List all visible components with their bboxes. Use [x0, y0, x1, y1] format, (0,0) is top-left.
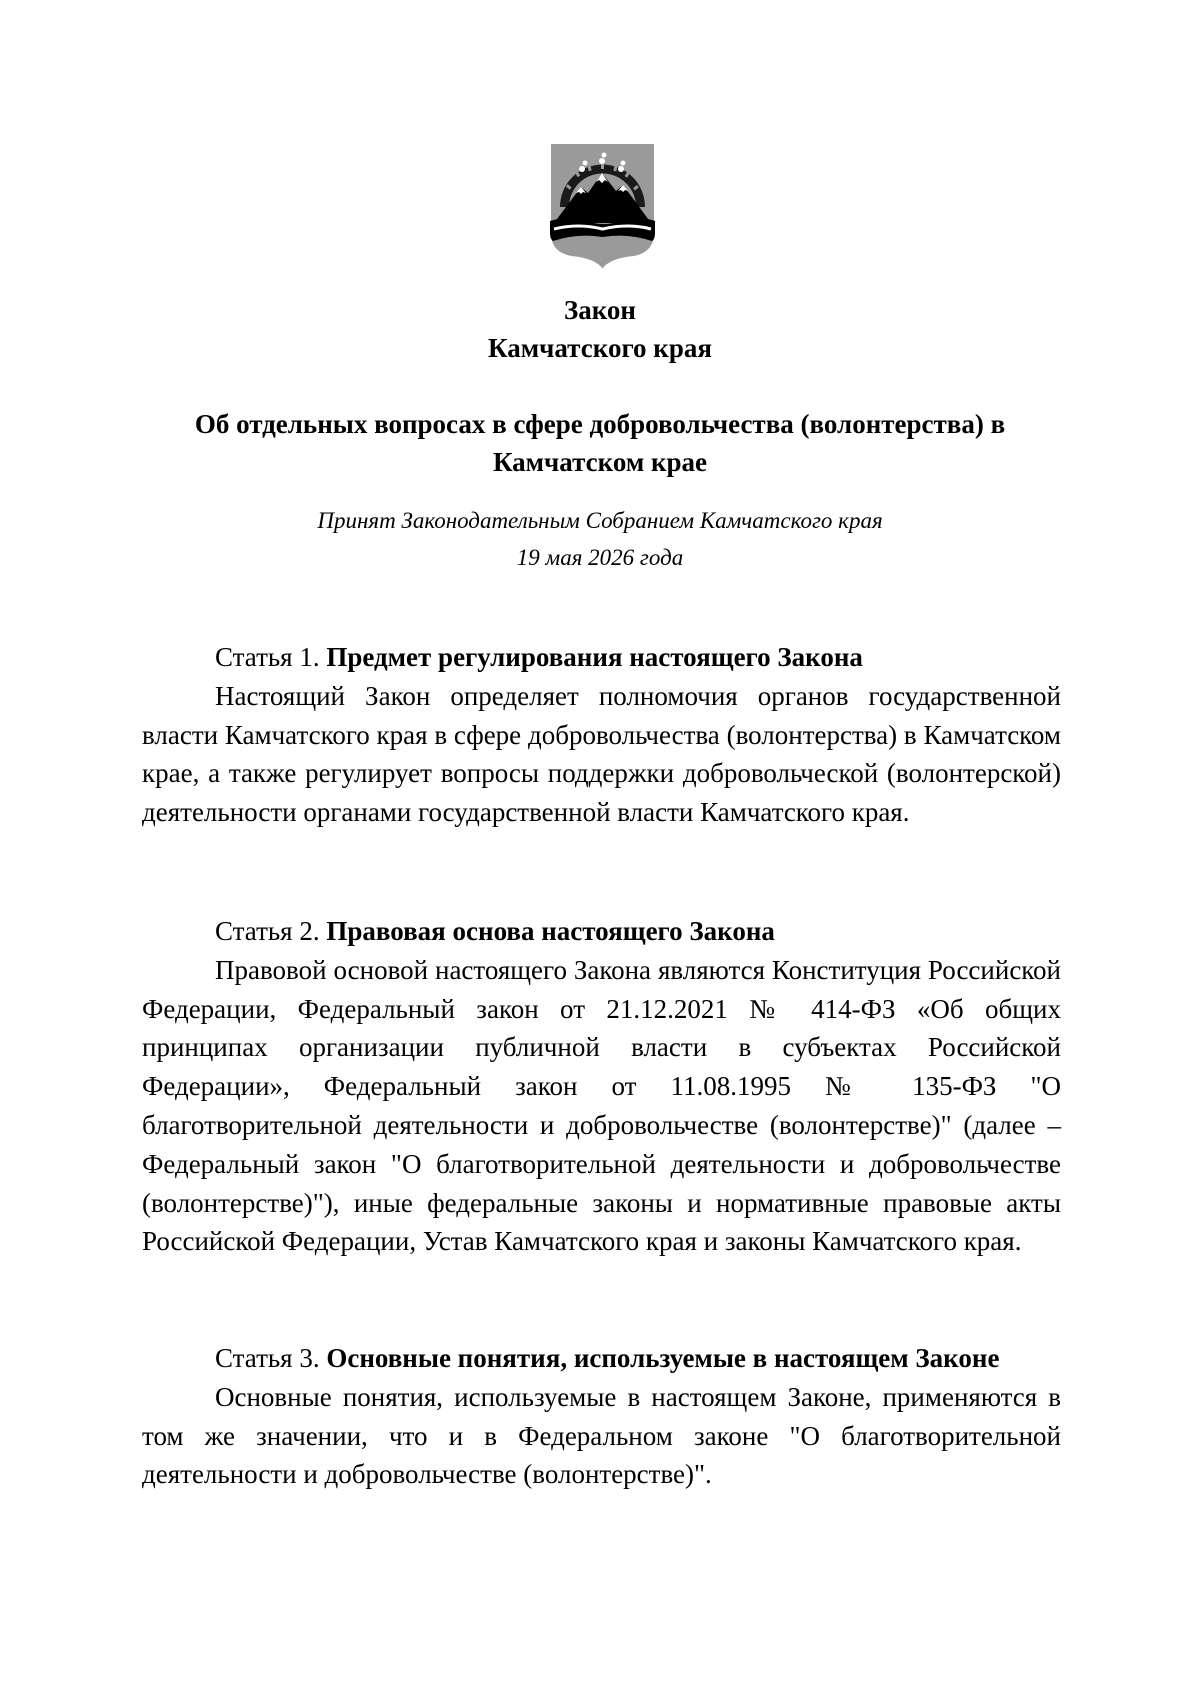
article-title: Основные понятия, используемые в настоящем Законе: [326, 1343, 1000, 1373]
law-title-line-1: Закон: [563, 295, 636, 325]
kamchatka-coat-of-arms-icon: [548, 141, 657, 271]
article-3: [142, 1339, 1061, 1494]
law-title: [140, 291, 1060, 367]
law-subject: [140, 405, 1060, 481]
adoption-note: [140, 502, 1060, 576]
article-number: Статья 2.: [215, 916, 320, 946]
article-1: [142, 638, 1061, 832]
adoption-note-line-1: Принят Законодательным Собранием Камчатского края: [317, 508, 883, 533]
article-number: Статья 1.: [215, 642, 320, 672]
adoption-date: 19 мая 2026 года: [516, 545, 684, 570]
article-heading: [142, 1339, 1061, 1378]
law-subject-line-2: Камчатском крае: [492, 447, 708, 477]
article-text: Основные понятия, используемые в настоящем Законе, применяются в том же значении, что и в Федеральном законе "О благотворительной деятельности и добровольчестве (волонтерстве)".: [142, 1381, 1061, 1490]
article-text: Правовой основой настоящего Закона являются Конституция Российской Федерации, Федеральный закон от 21.12.2021 № 414-ФЗ «Об общих принципах организации публичной власти в субъектах Российской Федерации», Федеральный закон от 11.08.1995 № 135-ФЗ "О благотворительной деятельности и добровольчестве (волонтерстве)" (далее – Федеральный закон "О благотворительной деятельности и добровольчестве (волонтерстве)"), иные федеральные законы и нормативные правовые акты Российской Федерации, Устав Камчатского края и законы Камчатского края.: [142, 954, 1061, 1257]
article-title: Правовая основа настоящего Закона: [326, 916, 775, 946]
article-heading: [142, 912, 1061, 951]
law-title-line-2: Камчатского края: [488, 333, 712, 363]
article-2: [142, 912, 1061, 1261]
law-subject-line-1: Об отдельных вопросах в сфере добровольчества (волонтерства) в: [194, 409, 1006, 439]
article-heading: [142, 638, 1061, 677]
article-text: Настоящий Закон определяет полномочия органов государственной власти Камчатского края в сфере добровольчества (волонтерства) в Камчатском крае, а также регулирует вопросы поддержки добровольческой (волонтерской) деятельности органами государственной власти Камчатского края.: [142, 680, 1061, 828]
article-title: Предмет регулирования настоящего Закона: [326, 642, 863, 672]
article-number: Статья 3.: [215, 1343, 320, 1373]
